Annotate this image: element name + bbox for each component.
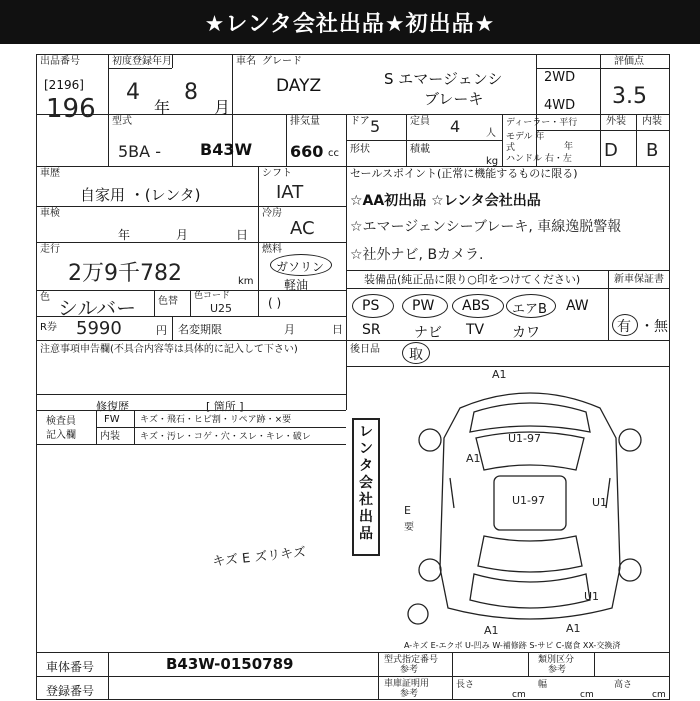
score-label: 評価点	[614, 56, 644, 67]
diagram-mark-10: A1	[566, 622, 581, 635]
name-change-label: 名変期限	[178, 323, 222, 336]
diagram-mark-9: A1	[484, 624, 499, 637]
color-change-label: 色替	[158, 296, 178, 307]
equipment-leather: カワ	[512, 325, 540, 341]
equipment-abs: ABS	[462, 298, 490, 314]
ac-label: 冷房	[262, 208, 282, 219]
displacement-label: 排気量	[290, 116, 320, 127]
dealer-label: ディーラー・平行	[506, 118, 578, 128]
equipment-aw: AW	[566, 298, 589, 314]
model-prefix: 5BA -	[118, 142, 161, 161]
mileage-value: 2万9千782	[68, 261, 182, 286]
color-label: 色	[40, 292, 50, 303]
drive-4wd: 4WD	[544, 98, 576, 113]
equip-circle-ps	[352, 294, 394, 318]
rear-seat-value: 取	[409, 347, 423, 363]
width-unit: cm	[580, 690, 594, 700]
car-damage-diagram	[390, 368, 670, 646]
doors-label: ドア	[350, 116, 370, 127]
diagram-mark-2: U1-97	[508, 432, 542, 445]
equipment-tv: TV	[466, 322, 485, 338]
equipment-pw: PW	[412, 298, 435, 314]
garage-cert-label: 車庫証明用	[384, 679, 430, 689]
inspection-label: 車検	[40, 208, 60, 219]
registration-label: 登録番号	[46, 684, 95, 698]
height-label: 高さ	[614, 680, 633, 690]
auction-banner: ★レンタ会社出品★初出品★	[0, 0, 700, 44]
sales-point-3: ☆社外ナビ, Bカメラ.	[350, 247, 484, 263]
history-value: 自家用 ・(レンタ)	[80, 186, 201, 204]
inspection-month: 月	[176, 228, 189, 242]
garage-cert-sub: 参考	[400, 689, 419, 699]
diagram-mark-5: U1	[592, 496, 608, 509]
fuel-gasoline: ガソリン	[276, 260, 325, 274]
fuel-label: 燃料	[262, 244, 282, 255]
diagram-mark-8: U1	[584, 590, 600, 603]
diagram-mark-3: A1	[466, 452, 481, 465]
wheel-spare	[408, 604, 428, 624]
load-unit: kg	[486, 156, 499, 167]
color-value: シルバー	[58, 296, 137, 320]
inspection-year: 年	[118, 228, 131, 242]
load-label: 積載	[410, 144, 430, 155]
fw-label: FW	[104, 414, 120, 425]
height-unit: cm	[652, 690, 666, 700]
rental-vertical-label: レンタ会社出品	[359, 424, 373, 542]
capacity-value: 4	[450, 117, 461, 136]
equip-circle-abs	[452, 294, 504, 318]
car-rear-window	[478, 536, 582, 572]
interior-check-text: キズ・汚レ・コゲ・穴・スレ・キレ・破レ	[140, 432, 311, 442]
warranty-yes: 有	[617, 319, 631, 335]
rear-seat-label: 後日品	[350, 344, 380, 355]
car-tailgate	[470, 574, 590, 608]
capacity-label: 定員	[410, 116, 430, 127]
recycle-label: R券	[40, 322, 57, 333]
handle-label: ハンドル 右・左	[506, 154, 572, 164]
model-label: 型式	[112, 116, 132, 127]
sales-point-2: ☆エマージェンシーブレーキ, 車線逸脱警報	[350, 219, 622, 235]
type-designation-sub: 参考	[400, 665, 419, 675]
drive-2wd: 2WD	[544, 70, 576, 85]
color-code: U25	[210, 302, 233, 315]
grade-line2: ブレーキ	[424, 90, 484, 108]
shift-label: シフト	[262, 168, 292, 179]
model-code: B43W	[200, 140, 253, 159]
reg-month-value: 8	[184, 80, 198, 105]
interior-label: 内装	[642, 116, 662, 127]
repair-history-label: 修復歴	[96, 400, 129, 413]
fw-text: キズ・飛石・ヒビ割・リペア跡・×要	[140, 415, 292, 425]
capacity-unit: 人	[486, 128, 496, 139]
shift-value: IAT	[276, 182, 304, 203]
lot-sub-number: [2196]	[44, 78, 84, 92]
ac-value: AC	[290, 218, 315, 239]
warranty-label: 新車保証書	[614, 274, 664, 285]
name-change-day: 日	[332, 323, 343, 336]
wheel-rear-right	[619, 559, 641, 581]
type-designation-label: 型式指定番号	[384, 655, 439, 665]
reg-month-unit: 月	[214, 98, 231, 117]
diagram-mark-7: 要	[404, 522, 414, 533]
sales-points-label: セールスポイント(正常に機能するものに限る)	[350, 167, 578, 180]
equip-circle-airbag	[506, 294, 556, 318]
grade-label: グレード	[262, 56, 302, 67]
color-code-label: 色コード	[194, 291, 231, 301]
length-label: 長さ	[456, 680, 475, 690]
chassis-label: 車体番号	[46, 660, 95, 674]
name-change-month: 月	[284, 323, 295, 336]
grade-line1: S エマージェンシ	[384, 70, 503, 88]
equipment-navi: ナビ	[414, 325, 442, 341]
repair-location-label: [ 箇所 ]	[206, 400, 244, 413]
wheel-front-right	[619, 429, 641, 451]
interior-check-label: 内装	[100, 431, 120, 442]
sales-point-1: ☆AA初出品 ☆レンタ会社出品	[350, 193, 541, 209]
exterior-value: D	[604, 140, 618, 161]
chassis-number: B43W-0150789	[166, 655, 294, 673]
diagram-mark-1: A1	[492, 368, 507, 381]
displacement-unit: cc	[328, 148, 339, 159]
equipment-sr: SR	[362, 322, 381, 338]
recycle-unit: 円	[156, 324, 167, 337]
equipment-airbag: エアB	[512, 302, 547, 317]
warranty-no: ・無	[640, 319, 668, 335]
car-name-label: 車名	[236, 56, 256, 67]
length-unit: cm	[512, 690, 526, 700]
model-year-unit: 年	[564, 142, 574, 152]
wheel-front-left	[419, 429, 441, 451]
recycle-value: 5990	[76, 318, 122, 339]
inspection-day: 日	[236, 228, 249, 242]
fuel-other-paren: ( )	[268, 296, 282, 310]
history-label: 車歴	[40, 168, 60, 179]
shape-label: 形状	[350, 144, 370, 155]
reg-year-unit: 年	[154, 98, 171, 117]
category-label: 類別区分	[538, 655, 575, 665]
inspector-handwriting: キズ E ズリキズ	[211, 545, 307, 570]
lot-number: 196	[46, 94, 96, 124]
doors-value: 5	[370, 117, 381, 136]
fuel-diesel: 軽油	[284, 278, 309, 292]
mileage-label: 走行	[40, 244, 60, 255]
score-value: 3.5	[612, 84, 647, 109]
reg-year-value: 4	[126, 80, 140, 105]
equip-circle-pw	[402, 294, 448, 318]
inspector-label-a: 検査員	[46, 416, 76, 427]
first-registration-label: 初度登録年月	[112, 56, 172, 67]
exterior-label: 外装	[606, 116, 626, 127]
diagram-legend: A-キズ E-エクボ U-凹み W-補修跡 S-サビ C-腐食 XX-交換済	[404, 641, 621, 650]
notes-label: 注意事項申告欄(不具合内容等は具体的に記入して下さい)	[40, 344, 298, 355]
equipment-ps: PS	[362, 298, 380, 314]
interior-value: B	[646, 140, 659, 161]
inspector-label-b: 記入欄	[46, 430, 76, 441]
equipment-label: 装備品(純正品に限り○印をつけてください)	[364, 273, 581, 286]
diagram-mark-4: U1-97	[512, 494, 546, 507]
width-label: 幅	[538, 680, 548, 690]
car-name: DAYZ	[276, 76, 322, 96]
wheel-rear-left	[419, 559, 441, 581]
mileage-unit: km	[238, 276, 254, 287]
model-year-label: モデル 年式	[506, 132, 545, 153]
lot-number-label: 出品番号	[40, 56, 80, 67]
diagram-mark-6: E	[404, 504, 411, 517]
category-sub: 参考	[548, 665, 567, 675]
displacement-value: 660	[290, 142, 324, 161]
car-hood	[470, 403, 590, 432]
